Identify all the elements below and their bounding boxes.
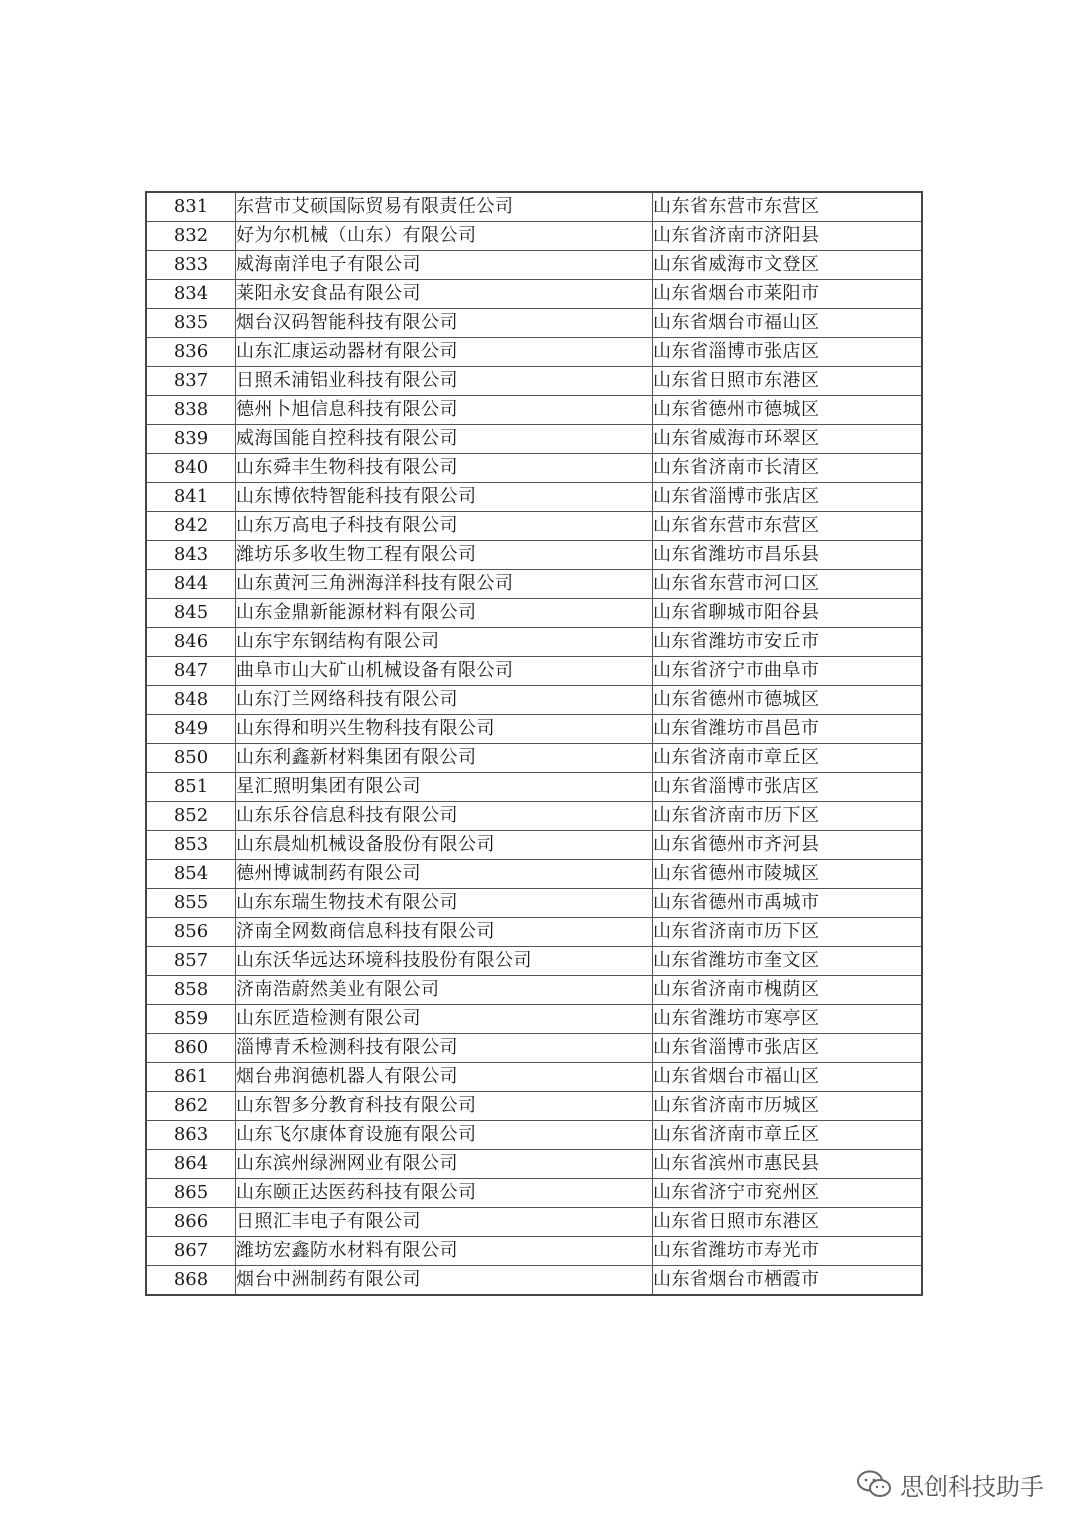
table-row (146, 309, 922, 338)
table-row (146, 686, 922, 715)
table-row (146, 338, 922, 367)
table-row (146, 1121, 922, 1150)
row-number: 838 (146, 396, 236, 425)
table-row (146, 657, 922, 686)
row-number: 841 (146, 483, 236, 512)
table-row (146, 454, 922, 483)
table-row (146, 280, 922, 309)
company-location: 山东省淄博市张店区 (653, 483, 923, 512)
company-name: 山东宇东钢结构有限公司 (236, 628, 653, 657)
company-location: 山东省德州市齐河县 (653, 831, 923, 860)
company-location: 山东省潍坊市安丘市 (653, 628, 923, 657)
company-location: 山东省济南市历下区 (653, 802, 923, 831)
table-row (146, 831, 922, 860)
company-name: 东营市艾硕国际贸易有限责任公司 (236, 192, 653, 222)
company-location: 山东省济南市历下区 (653, 918, 923, 947)
table-row (146, 918, 922, 947)
company-location: 山东省潍坊市昌邑市 (653, 715, 923, 744)
company-location: 山东省威海市文登区 (653, 251, 923, 280)
table-row (146, 1063, 922, 1092)
company-name: 山东黄河三角洲海洋科技有限公司 (236, 570, 653, 599)
company-location: 山东省淄博市张店区 (653, 773, 923, 802)
company-name: 山东万高电子科技有限公司 (236, 512, 653, 541)
table-row (146, 1150, 922, 1179)
row-number: 866 (146, 1208, 236, 1237)
company-name: 好为尔机械（山东）有限公司 (236, 222, 653, 251)
table-row (146, 715, 922, 744)
row-number: 863 (146, 1121, 236, 1150)
table-row (146, 628, 922, 657)
company-location: 山东省德州市德城区 (653, 686, 923, 715)
company-location: 山东省济南市历城区 (653, 1092, 923, 1121)
company-location: 山东省济南市济阳县 (653, 222, 923, 251)
table-row (146, 222, 922, 251)
row-number: 857 (146, 947, 236, 976)
table-row (146, 1208, 922, 1237)
company-table (145, 191, 923, 1296)
row-number: 867 (146, 1237, 236, 1266)
row-number: 832 (146, 222, 236, 251)
row-number: 831 (146, 192, 236, 222)
table-row (146, 976, 922, 1005)
company-name: 潍坊宏鑫防水材料有限公司 (236, 1237, 653, 1266)
company-name: 德州博诚制药有限公司 (236, 860, 653, 889)
row-number: 833 (146, 251, 236, 280)
row-number: 836 (146, 338, 236, 367)
row-number: 855 (146, 889, 236, 918)
company-name: 山东颐正达医药科技有限公司 (236, 1179, 653, 1208)
row-number: 858 (146, 976, 236, 1005)
company-location: 山东省烟台市栖霞市 (653, 1266, 923, 1296)
company-name: 淄博青禾检测科技有限公司 (236, 1034, 653, 1063)
company-name: 山东飞尔康体育设施有限公司 (236, 1121, 653, 1150)
company-name: 山东晨灿机械设备股份有限公司 (236, 831, 653, 860)
company-location: 山东省济南市长清区 (653, 454, 923, 483)
table-row (146, 1005, 922, 1034)
company-name: 曲阜市山大矿山机械设备有限公司 (236, 657, 653, 686)
row-number: 844 (146, 570, 236, 599)
watermark (856, 1464, 1044, 1504)
row-number: 853 (146, 831, 236, 860)
company-location: 山东省济宁市曲阜市 (653, 657, 923, 686)
company-name: 烟台汉码智能科技有限公司 (236, 309, 653, 338)
company-location: 山东省日照市东港区 (653, 367, 923, 396)
row-number: 834 (146, 280, 236, 309)
table-row (146, 1237, 922, 1266)
company-location: 山东省日照市东港区 (653, 1208, 923, 1237)
company-location: 山东省东营市河口区 (653, 570, 923, 599)
company-name: 日照汇丰电子有限公司 (236, 1208, 653, 1237)
row-number: 835 (146, 309, 236, 338)
table-row (146, 599, 922, 628)
company-name: 山东沃华远达环境科技股份有限公司 (236, 947, 653, 976)
row-number: 845 (146, 599, 236, 628)
table-row (146, 512, 922, 541)
table-row (146, 947, 922, 976)
row-number: 868 (146, 1266, 236, 1296)
company-name: 山东匠造检测有限公司 (236, 1005, 653, 1034)
table-row (146, 251, 922, 280)
company-name: 山东乐谷信息科技有限公司 (236, 802, 653, 831)
company-name: 山东金鼎新能源材料有限公司 (236, 599, 653, 628)
company-name: 山东智多分教育科技有限公司 (236, 1092, 653, 1121)
row-number: 847 (146, 657, 236, 686)
company-location: 山东省东营市东营区 (653, 192, 923, 222)
row-number: 856 (146, 918, 236, 947)
row-number: 860 (146, 1034, 236, 1063)
row-number: 865 (146, 1179, 236, 1208)
company-location: 山东省济南市章丘区 (653, 744, 923, 773)
table-row (146, 483, 922, 512)
company-location: 山东省威海市环翠区 (653, 425, 923, 454)
row-number: 848 (146, 686, 236, 715)
company-location: 山东省淄博市张店区 (653, 338, 923, 367)
table-row (146, 570, 922, 599)
wechat-icon (856, 1469, 892, 1499)
row-number: 852 (146, 802, 236, 831)
row-number: 859 (146, 1005, 236, 1034)
company-name: 山东汇康运动器材有限公司 (236, 338, 653, 367)
company-location: 山东省济宁市兖州区 (653, 1179, 923, 1208)
table-row (146, 1092, 922, 1121)
company-name: 山东利鑫新材料集团有限公司 (236, 744, 653, 773)
table-row (146, 802, 922, 831)
company-location: 山东省济南市章丘区 (653, 1121, 923, 1150)
company-name: 莱阳永安食品有限公司 (236, 280, 653, 309)
company-name: 烟台弗润德机器人有限公司 (236, 1063, 653, 1092)
company-location: 山东省潍坊市寿光市 (653, 1237, 923, 1266)
company-location: 山东省滨州市惠民县 (653, 1150, 923, 1179)
table-row (146, 773, 922, 802)
company-name: 山东东瑞生物技术有限公司 (236, 889, 653, 918)
company-name: 烟台中洲制药有限公司 (236, 1266, 653, 1296)
row-number: 864 (146, 1150, 236, 1179)
company-location: 山东省烟台市福山区 (653, 1063, 923, 1092)
company-name: 山东滨州绿洲网业有限公司 (236, 1150, 653, 1179)
company-location: 山东省淄博市张店区 (653, 1034, 923, 1063)
company-name: 德州卜旭信息科技有限公司 (236, 396, 653, 425)
company-name: 威海南洋电子有限公司 (236, 251, 653, 280)
company-location: 山东省济南市槐荫区 (653, 976, 923, 1005)
watermark-text: 思创科技助手 (900, 1472, 1044, 1501)
row-number: 854 (146, 860, 236, 889)
row-number: 849 (146, 715, 236, 744)
table-row (146, 425, 922, 454)
table-row (146, 396, 922, 425)
row-number: 837 (146, 367, 236, 396)
row-number: 839 (146, 425, 236, 454)
company-name: 日照禾浦铝业科技有限公司 (236, 367, 653, 396)
table-row (146, 1034, 922, 1063)
company-location: 山东省德州市德城区 (653, 396, 923, 425)
row-number: 842 (146, 512, 236, 541)
row-number: 861 (146, 1063, 236, 1092)
company-table-body (146, 192, 922, 1295)
company-name: 潍坊乐多收生物工程有限公司 (236, 541, 653, 570)
row-number: 840 (146, 454, 236, 483)
table-row (146, 1179, 922, 1208)
company-name: 山东得和明兴生物科技有限公司 (236, 715, 653, 744)
company-location: 山东省聊城市阳谷县 (653, 599, 923, 628)
company-location: 山东省潍坊市寒亭区 (653, 1005, 923, 1034)
company-name: 山东舜丰生物科技有限公司 (236, 454, 653, 483)
table-row (146, 744, 922, 773)
table-row (146, 192, 922, 222)
table-row (146, 860, 922, 889)
company-name: 山东博依特智能科技有限公司 (236, 483, 653, 512)
company-location: 山东省烟台市福山区 (653, 309, 923, 338)
company-location: 山东省烟台市莱阳市 (653, 280, 923, 309)
company-location: 山东省潍坊市昌乐县 (653, 541, 923, 570)
row-number: 846 (146, 628, 236, 657)
company-location: 山东省潍坊市奎文区 (653, 947, 923, 976)
row-number: 843 (146, 541, 236, 570)
table-row (146, 1266, 922, 1296)
row-number: 850 (146, 744, 236, 773)
table-row (146, 889, 922, 918)
company-name: 山东汀兰网络科技有限公司 (236, 686, 653, 715)
row-number: 862 (146, 1092, 236, 1121)
company-name: 威海国能自控科技有限公司 (236, 425, 653, 454)
row-number: 851 (146, 773, 236, 802)
company-name: 星汇照明集团有限公司 (236, 773, 653, 802)
table-row (146, 541, 922, 570)
company-location: 山东省德州市禹城市 (653, 889, 923, 918)
company-location: 山东省东营市东营区 (653, 512, 923, 541)
company-name: 济南浩蔚然美业有限公司 (236, 976, 653, 1005)
company-location: 山东省德州市陵城区 (653, 860, 923, 889)
company-name: 济南全网数商信息科技有限公司 (236, 918, 653, 947)
table-row (146, 367, 922, 396)
